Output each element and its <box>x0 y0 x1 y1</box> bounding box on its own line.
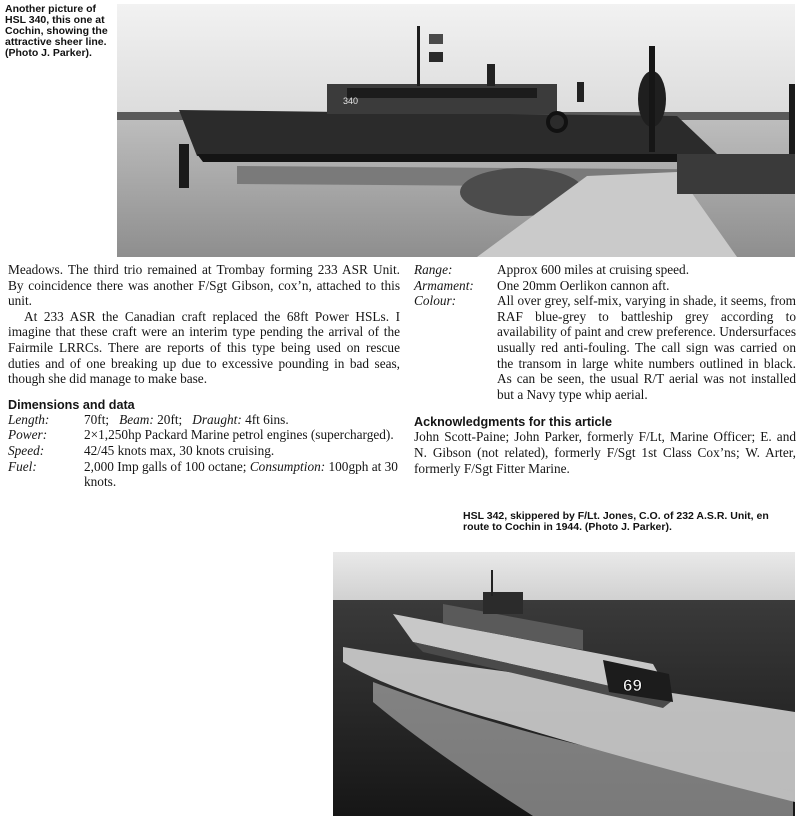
spec-power-row <box>8 427 400 443</box>
spec-speed-row <box>8 443 400 459</box>
photo-caption-top: Another picture of HSL 340, this one at Cochin, showing the attractive sheer line. (Photo J. Parker). <box>5 3 108 59</box>
spec-fuel-row <box>8 459 400 490</box>
article-left-column <box>8 262 400 490</box>
dimensions-heading: Dimensions and data <box>8 397 135 412</box>
spec-colour-row <box>414 293 796 402</box>
acknowledgments-heading: Acknowledgments for this article <box>414 415 613 430</box>
photo-illustration <box>117 4 795 257</box>
length-value: 70ft; <box>84 411 110 427</box>
paragraph-meadows: Meadows. The third trio remained at Trombay forming 233 ASR Unit. By coincidence there was another F/Sgt Gibson, cox’n, attached to this unit. <box>8 262 400 309</box>
spec-label: Fuel: <box>8 458 37 474</box>
spec-value <box>84 459 400 490</box>
spec-range-row <box>414 262 796 278</box>
spec-length-row <box>8 412 400 428</box>
spec-value <box>84 412 400 428</box>
draught-value: 4ft 6ins. <box>245 411 289 427</box>
photo-illustration <box>333 552 795 816</box>
beam-label: Beam: <box>119 411 154 427</box>
fuel-value: 2,000 Imp galls of 100 octane; <box>84 458 247 474</box>
spec-value: 2×1,250hp Packard Marine petrol engines (supercharged). <box>84 427 394 443</box>
photo-hsl-340-at-cochin <box>117 4 795 257</box>
article-right-column <box>414 262 796 476</box>
spec-label: Power: <box>8 427 48 443</box>
spec-label: Armament: <box>414 277 474 293</box>
spec-armament-row <box>414 278 796 294</box>
spec-value: All over grey, self-mix, varying in shade, it seems, from RAF blue-grey to battleship grey according to availability of paint and crew preference. Undersurfaces usually red anti-fouling. The call sign was carried on the transom in large white numbers outlined in black. As can be seen, the usual R/T aerial was not installed but a Navy type whip aerial. <box>497 293 796 402</box>
spec-value: Approx 600 miles at cruising speed. <box>497 262 690 277</box>
spec-value: One 20mm Oerlikon cannon aft. <box>497 277 670 293</box>
spec-label: Speed: <box>8 442 45 458</box>
transom-number-label: 69 <box>623 676 642 695</box>
spec-value: 42/45 knots max, 30 knots cruising. <box>84 442 275 458</box>
photo-hsl-342-underway <box>333 552 795 816</box>
hull-number-label: 340 <box>343 96 359 106</box>
spec-label: Length: <box>8 411 50 427</box>
photo-caption-bottom: HSL 342, skippered by F/Lt. Jones, C.O. of 232 A.S.R. Unit, en route to Cochin in 1944. (Photo J. Parker). <box>463 510 769 533</box>
paragraph-233-asr: At 233 ASR the Canadian craft replaced the 68ft Power HSLs. I imagine that these craft were an interim type pending the arrival of the Fairmile LRRCs. There are reports of this type being used on rescue duties and of one breaking up due to excessive pounding in bad seas, though she did manage to make base. <box>8 308 400 387</box>
consumption-label: Consumption: <box>249 458 326 474</box>
acknowledgments-text: John Scott-Paine; John Parker, formerly F/Lt, Marine Officer; E. and N. Gibson (not related), formerly F/Sgt 1st Class Cox’ns; W. Arter, formerly F/Sgt Fitter Marine. <box>414 429 796 476</box>
draught-label: Draught: <box>192 411 242 427</box>
consumption-value: 100gph at 30 knots. <box>84 458 398 490</box>
spec-label: Colour: <box>414 293 457 309</box>
spec-label: Range: <box>414 262 453 277</box>
beam-value: 20ft; <box>157 411 183 427</box>
